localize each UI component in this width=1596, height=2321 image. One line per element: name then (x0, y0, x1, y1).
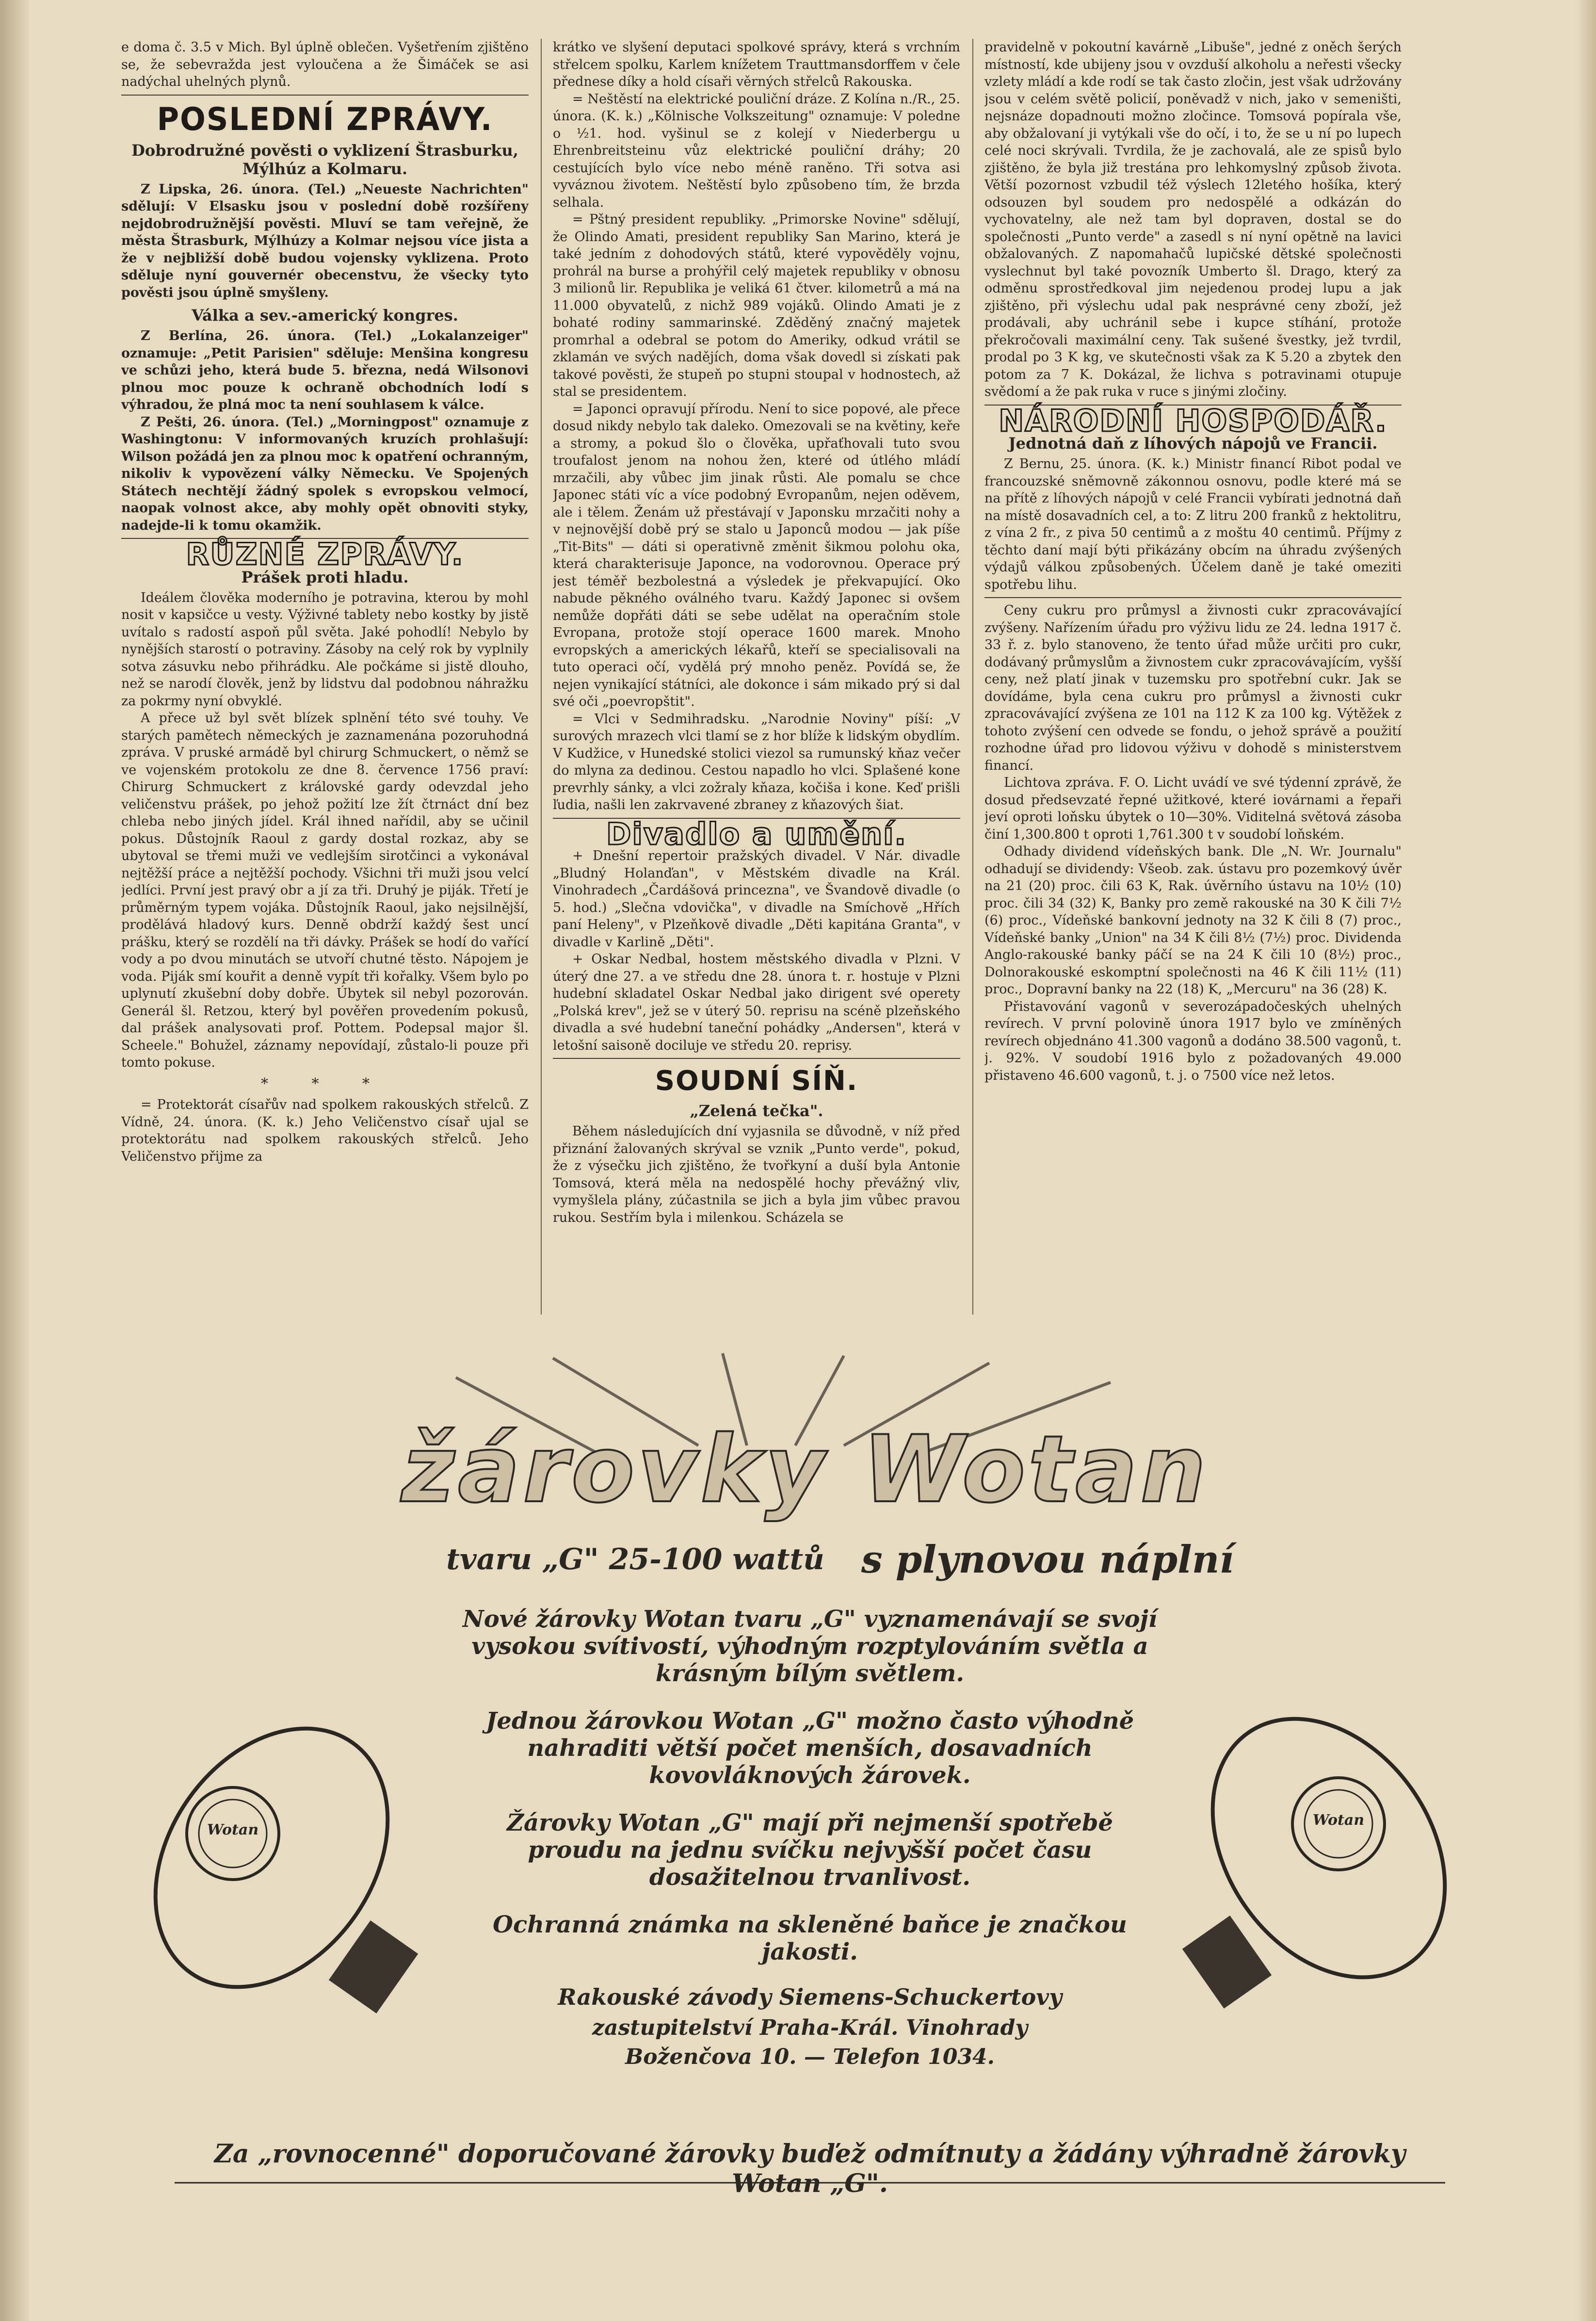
article-paragraph: Přistavování vagonů v severozápadočeských uhelných revírech. V první polovině února 1917 bylo ve zmíněných revírech objednáno 41.300 vagonů a dodáno 38.500 vagonů, t. j. 92%. V soudobí 1916 bylo z požadovaných 49.000 přistaveno 46.600 vagonů, t. j. o 7500 více než letos. (984, 999, 1402, 1083)
column-3 (984, 39, 1402, 1319)
bulb-mark-right: Wotan (1312, 1812, 1365, 1829)
ad-text: Žárovky Wotan „G" mají při nejmenší spotřebě proudu na jednu svíčku nejvyšší počet času dosažitelnou trvanlivost. (506, 1809, 1113, 1891)
article-paragraph: = Neštěstí na elektrické pouliční dráze. Z Kolína n./R., 25. února. (K. k.) „Kölnische Volkszeitung" oznamuje: V poledne o ½1. hod. vyšinul se z kolejí v Niederbergu u Ehrenbreitsteinu vůz elektrické pouliční dráhy; 20 cestujících bylo více nebo méně raněno. Tři sotva asi vyváznou životem. Neštěstí bylo způsobeno tím, že brzda selhala. (553, 91, 960, 210)
article-paragraph: + Oskar Nedbal, hostem městského divadla v Plzni. V úterý dne 27. a ve středu dne 28. února t. r. hostuje v Plzni hudební skladatel Oskar Nedbal jako dirigent své operety „Polská krev", jež se v úterý 50. reprisu na scéně plzeňského divadla a své hudební taneční pohádky „Andersen", která v letošní saisoně dociluje ve středu 20. reprisy. (553, 952, 960, 1053)
newspaper-page (116, 39, 1503, 2294)
article-paragraph: pravidelně v pokoutní kavárně „Libuše", jedné z oněch šerých místností, kde ubijeny jsou v ovzduší alkoholu a neřesti všecky vzlety mládí a kde rodí se tak často zločin, jest však udržovány jsou v celém světě policií, poněvadž v nich, jako v semeništi, nejsnáze dopadnouti možno zločince. Tomsová popírala vše, aby obžalovaní ji vytýkali vše do očí, i to, že se u ní po lupech celé noci skrývali. Tvrdila, že je zachovalá, ale ze spisů bylo zjištěno, že byla již trestána pro lehkomyslný způsob života. Větší pozornost vzbudil též výslech 12letého hošíka, který odsouzen byl soudem pro nedospělé a odkázán do vychovatelny, ale než tam byl dopraven, dostal se do společnosti „Punto verde" a zasedl s ní nyní opětně na lavici obžalovaných. Z napomahačů lupičské dětské společnosti vyslechnut byl také povozník Umberto šl. Drago, který za odměnu sprostředkoval jim nejedenou prodej lupu a jak zjištěno, při výslechu udal pak nesprávné ceny zboží, jež prodávali, aby uchránil sebe i kupce stíhání, protože překročovali maximální ceny. Tak sušené švestky, jež tvrdil, prodal po 3 K kg, ve skutečnosti však za K 5.20 a zbytek den potom za 7 K. Dokázal, že lichva s potravinami otupuje svědomí a že pak ruka v ruce s jinými zločiny. (984, 40, 1402, 399)
article-paragraph: Ceny cukru pro průmysl a živnosti cukr zpracovávající zvýšeny. Nařízením úřadu pro výživu lidu ze 24. ledna 1917 č. 33 ř. z. bylo stanoveno, že tento úřad může určiti pro cukr, dodávaný průmyslům a živnostem cukr zpracovávajícím, vyšší ceny, než platí jinak v tuzemsku pro spotřební cukr. Jak se dovídáme, byla cena cukru pro průmysl a živnosti cukr zpracovávající zvýšena ze 101 na 112 K za 100 kg. Výtěžek z tohoto zvýšení cen odvede se fondu, o jehož správě a použití rozhodne úřad pro lidovou výživu v dohodě s ministerstvem financí. (984, 603, 1402, 773)
bulb-right-icon (1165, 1674, 1493, 2022)
bulb-left-icon (116, 1684, 435, 2031)
section-banner-various-news: RŮZNÉ ZPRÁVY. (186, 536, 464, 572)
column-rule (541, 39, 542, 1315)
section-banner-national-economy: NÁRODNÍ HOSPODÁŘ. (999, 403, 1387, 438)
ad-phone: Boženčova 10. — Telefon 1034. (625, 2045, 995, 2069)
ad-company: Rakouské závody Siemens-Schuckertovy (558, 1984, 1062, 2010)
ad-text: Ochranná známka na skleněné baňce je značkou jakosti. (493, 1911, 1127, 1965)
divider (553, 1058, 960, 1059)
headline: Dobrodružné pověsti o vyklizení Štrasburku, Mýlhúz a Kolmaru. (131, 141, 518, 178)
page-edge-left (0, 0, 29, 2321)
headline: Válka a sev.-americký kongres. (192, 306, 458, 325)
ad-subtitle-left: tvaru „G" 25-100 wattů (446, 1542, 824, 1576)
divider (984, 597, 1402, 598)
ad-subtitle-right: s plynovou náplní (861, 1538, 1234, 1582)
divider (121, 95, 529, 96)
headline: Prášek proti hladu. (241, 568, 409, 586)
headline: „Zelená tečka". (690, 1102, 823, 1120)
column-rule (972, 39, 973, 1315)
section-banner-latest-news: POSLEDNÍ ZPRÁVY. (157, 100, 493, 138)
article-paragraph: Z Pešti, 26. února. (Tel.) „Morningpost" oznamuje z Washingtonu: V informovaných kruzích prohlašují: Wilson požádá jen za plnou moc k opatření ochranným, nikoliv k vypovězení války Německu. Ve Spojených Státech nechtějí žádný spolek s evropskou velmocí, naopak volnost akce, aby mohly opět obnoviti styky, nadejde-li k tomu okamžik. (121, 414, 529, 533)
section-banner-court-hall: SOUDNÍ SÍŇ. (655, 1065, 858, 1097)
ad-address: zastupitelství Praha-Král. Vinohrady (592, 2015, 1028, 2040)
column-2 (553, 39, 960, 1319)
article-paragraph: Během následujících dní vyjasnila se důvodně, v níž před přiznání žalovaných skrýval se vznik „Punto verde", pokud, že z výsečku jich zjištěno, že tvořkyní a duší byla Antonie Tomsová, která měla na nedospělé hochy převážný vliv, vymyšlela plány, zúčastnila se jich a byla jim vůbec pravou rukou. Sestřím byla i milenkou. Scházela se (553, 1124, 960, 1225)
page-edge-right (1577, 0, 1596, 2321)
article-paragraph: = Pštný president republiky. „Primorske Novine" sdělují, že Olindo Amati, president republiky San Marino, která je také jedním z dohodových států, které vypověděly vojnu, prohrál na burse a prohýřil celý majetek republiky v obnosu 3 milionů lir. Republika je veliká 61 čtver. kilometrů a má na 11.000 obyvatelů, z nichž 989 vojáků. Olindo Amati je z bohaté rodiny sammarinské. Zděděný značný majetek promrhal a odebral se potom do Ameriky, odkud vrátil se zklamán ve svých nadějích, doma však dovedl si získati pak takové pověsti, že stupeň po stupni stoupal v hodnostech, až stal se presidentem. (553, 212, 960, 399)
article-paragraph: = Protektorát císařův nad spolkem rakouských střelců. Z Vídně, 24. února. (K. k.) Jeho Veličenstvo císař ujal se protektorátu nad spolkem rakouských střelců. Jeho Veličenstvo přijme za (121, 1097, 529, 1164)
news-fragment: e doma č. 3.5 v Mich. Byl úplně oblečen. Vyšetřením zjištěno se, že sebevražda jest vyloučena a že Šimáček se asi nadýchal uhelných plynů. (121, 40, 529, 89)
ad-wordmark: žárovky Wotan (401, 1416, 1209, 1523)
article-paragraph: Z Berlína, 26. února. (Tel.) „Lokalanzeiger" oznamuje: „Petit Parisien" sděluje: Menšina kongresu ve schůzi jeho, která bude 5. března, nedá Wilsonovi plnou moc pouze k ochraně obchodních lodí s výhradou, že plná moc ta není souhlasem k válce. (121, 328, 529, 412)
article-paragraph: Odhady dividend vídeňských bank. Dle „N. Wr. Journalu" odhadují se dividendy: Všeob. zak. ústavu pro pozemkový úvěr na 21 (20) proc. čili 63 K, Rak. úvěrního ústavu na 10½ (10) proc. čili 34 (32) K, Banky pro země rakouské na 30 K čili 7½ (6) proc., Vídeňské bankovní jednoty na 32 K čili 8 (7) proc., Vídeňské banky „Union" na 34 K čili 8½ (7½) proc. Dividenda Anglo-rakouské banky páčí se na 24 K čili 10 (8½) proc., Dolnorakouské eskomptní společnosti na 46 K čili 11½ (11) proc., Dopravní banky na 22 (18) K, „Mercuru" na 36 (28) K. (984, 844, 1402, 997)
headline: Jednotná daň z líhových nápojů ve Francii. (1008, 434, 1378, 453)
article-paragraph: = Vlci v Sedmihradsku. „Narodnie Noviny" píší: „V surových mrazech vlci tlamí se z hor blíže k lidským obydlím. V Kudžice, v Hunedské stolici viezol sa rumunský kňaz večer do mlyna za dedinou. Cestou napadlo ho vlci. Splašené kone prevrhly sánky, a vlci zožraly kňaza, kočiša i kone. Keď prišli ľudia, našli len zakrvavené zbraney z kňazových šiat. (553, 711, 960, 812)
bulb-mark-left: Wotan (207, 1821, 259, 1838)
article-paragraph: Lichtova zpráva. F. O. Licht uvádí ve své týdenní zprávě, že dosud předsevzaté řepné užitkové, které iovárnami a řepaři jeví oproti loňsku úbytek o 10—30%. Viditelná světová zásoba činí 1,300.800 t oproti 1,761.300 t v soudobí loňském. (984, 775, 1402, 842)
section-banner-theatre-arts: Divadlo a umění. (606, 816, 907, 852)
separator-stars: * * * (260, 1075, 389, 1092)
article-paragraph: krátko ve slyšení deputaci spolkové správy, která s vrchním střelcem spolku, Karlem knížetem Trauttmansdorffem v čele přednese díky a hold císaři věrných střelců Rakouska. (553, 40, 960, 89)
ad-text: Jednou žárovkou Wotan „G" možno často výhodně nahraditi větší počet menších, dosavadních kovovláknových žárovek. (485, 1707, 1134, 1789)
ad-text: Nové žárovky Wotan tvaru „G" vyznamenávají se svojí vysokou svítivostí, výhodným rozptylováním světla a krásným bílým světlem. (462, 1606, 1158, 1687)
article-paragraph: Ideálem člověka moderního je potravina, kterou by mohl nosit v kapsičce u vesty. Výživné tablety nebo kostky by jistě uvítalo s radostí aspoň půl světa. Jaké pohodlí! Nebylo by nynějších starostí o potraviny. Zásoby na celý rok by vyplnily sotva zásuvku nebo přihrádku. Ale počkáme si jistě dlouho, než se narodí člověk, jenž by lidstvu dal podobnou náhražku za pokrmy nyní obvyklé. (121, 590, 529, 709)
column-1 (121, 39, 529, 1319)
article-paragraph: = Japonci opravují přírodu. Není to sice popové, ale přece dosud nikdy nebylo tak daleko. Omezovali se na květiny, keře a stromy, a pokud šlo o člověka, upřaťhovali tuto svou troufalost jenom na nohou žen, které od útlého mládí mrzačili, aby vůbec jim jinak růsti. Ale pomalu se chce Japonec státi víc a více podobný Evropanům, nejen oděvem, ale i tělem. Ženám už přestávají v Japonsku mrzačiti nohy a v nejnovější době prý se stalo u Japonců modou — jak píše „Tit-Bits" — dáti si operativně změnit šikmou polohu oka, která charakterisuje Japonce, na vodorovnou. Operace prý jest téměř bezbolestná a výsledek je překvapující. Oko nabude pěkného oválného tvaru. Každý Japonec si ovšem nemůže dopřáti dáti se sebe udělat na operačním stole Evropana, protože stojí operace 1600 marek. Mnoho evropských a amerických lékařů, kteří se specialisovali na tuto operaci očí, vydělá prý mnoho peněz. Povídá se, že nejen vynikající státníci, ale dokonce i sám mikado prý si dal své oči „poevropštit". (553, 401, 960, 709)
article-paragraph: Z Lipska, 26. února. (Tel.) „Neueste Nachrichten" sdělují: V Elsasku jsou v poslední době rozšířeny nejdobrodružnější pověsti. Mluví se tam veřejně, že města Štrasburk, Mýlhúzy a Kolmar nejsou více jista a že v nejbližší době budou vojensky vyklizena. Proto sděluje nyní gouvernér obecenstvu, že všecky tyto pověsti jsou úplně smyšleny. (121, 181, 529, 300)
article-paragraph: Z Bernu, 25. února. (K. k.) Ministr financí Ribot podal ve francouzské sněmovně zákonnou osnovu, podle které má se na přítě z líhových nápojů v celé Francii vybírati jednotná daň na místě dosavadních cel, a to: Z litru 200 franků z hektolitru, z vína 2 fr., z piva 50 centimů a z moštu 40 centimů. Příjmy z těchto daní mají býti přikázány obcím na úhradu zvýšených výdajů válkou způsobených. Účelem daně je také omeziti spotřebu lihu. (984, 456, 1402, 592)
advertisement-wotan-bulbs (116, 1348, 1503, 2251)
ad-footer: Za „rovnocenné" doporučované žárovky buďež odmítnuty a žádány výhradně žárovky Wotan „G". (214, 2139, 1406, 2198)
article-paragraph: A přece už byl svět blízek splnění této své touhy. Ve starých pamětech německých je zaznamenána pozoruhodná zpráva. V pruské armádě byl chirurg Schmuckert, o němž se ve vojenském protokolu ze dne 8. července 1756 praví: Chirurg Schmuckert z královské gardy odevzdal jeho veličenstvu prášek, po jehož požití lze žít čtrnáct dní bez chleba nebo jiných jídel. Král ihned nařídil, aby se učinil pokus. Důstojník Raoul z gardy dostal rozkaz, aby se ubytoval se třemi muži ve vedlejším sirotčinci a vykonával nejtěžší práce a nejtěžší pochody. Všichni tři muži jsou velcí jedlíci. První jest pravý obr a jí za tři. Druhý je piják. Třetí je průměrným typem vojáka. Důstojník Raoul, jako nejsilnější, prodělává hladový kurs. Denně obdrží každý šest uncí prášku, který se rozdělí na tři dávky. Prášek se hodí do vařící vody a po dvou minutách se utvoří chutné těsto. Nápojem je voda. Piják smí kouřit a denně vypít tři kořalky. Všem bylo po uplynutí zkušební doby dobře. Úbytek sil nebyl pozorován. Generál šl. Retzou, který byl pověřen provedením pokusů, dal prášek analysovati prof. Pottem. Podepsal major šl. Scheele." Bohužel, záznamy nepovídají, zůstalo-li pouze při tomto pokuse. (121, 711, 529, 1070)
article-paragraph: + Dnešní repertoir pražských divadel. V Nár. divadle „Bludný Holanďan", v Městském divadle na Král. Vinohradech „Čardášová princezna", ve Švandově divadle (o 5. hod.) „Slečna vdovička", v divadle na Smíchově „Hřích paní Heleny", v Plzeňkově divadle „Děti kapitána Granta", v divadle v Karlině „Děti". (553, 848, 960, 950)
